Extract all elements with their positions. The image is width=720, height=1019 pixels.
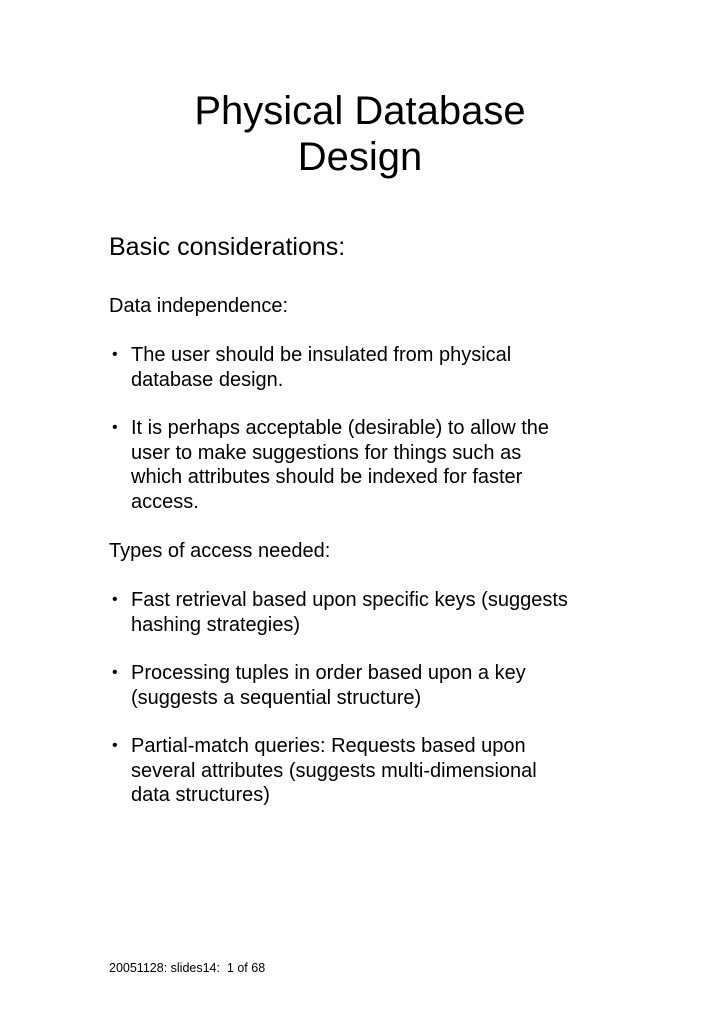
bullet-icon: •	[112, 664, 118, 681]
page-title	[0, 88, 720, 180]
bullet-line: user to make suggestions for things such as	[131, 441, 522, 464]
page-footer: 20051128: slides14: 1 of 68	[109, 961, 266, 975]
bullet-line: Fast retrieval based upon specific keys (suggests	[131, 589, 568, 611]
bullet-icon: •	[112, 591, 118, 608]
page-title-line-1: Physical Database	[194, 89, 526, 133]
bullet-line: Partial-match queries: Requests based upon	[131, 735, 526, 757]
bullet-item	[109, 416, 629, 514]
bullet-item	[109, 343, 629, 392]
bullet-icon: •	[112, 346, 118, 363]
bullet-line: which attributes should be indexed for faster	[131, 466, 523, 488]
section-heading: Basic considerations:	[109, 233, 346, 261]
bullet-line: hashing strategies)	[131, 613, 300, 636]
bullet-line: The user should be insulated from physical	[131, 344, 512, 366]
bullet-item	[109, 661, 629, 710]
page-title-line-2: Design	[297, 135, 423, 179]
types-of-access-heading: Types of access needed:	[109, 540, 331, 562]
bullet-icon: •	[112, 419, 118, 436]
bullet-line: several attributes (suggests multi-dimensional	[131, 759, 537, 782]
bullet-line: database design.	[131, 368, 284, 391]
bullet-line: (suggests a sequential structure)	[131, 686, 422, 709]
bullet-line: It is perhaps acceptable (desirable) to allow the	[131, 417, 550, 439]
bullet-item	[109, 734, 629, 808]
bullet-line: data structures)	[131, 784, 270, 806]
bullet-item	[109, 588, 629, 637]
bullet-icon: •	[112, 737, 118, 754]
data-independence-heading: Data independence:	[109, 295, 289, 317]
bullet-line: access.	[131, 490, 199, 513]
bullet-line: Processing tuples in order based upon a key	[131, 662, 526, 684]
